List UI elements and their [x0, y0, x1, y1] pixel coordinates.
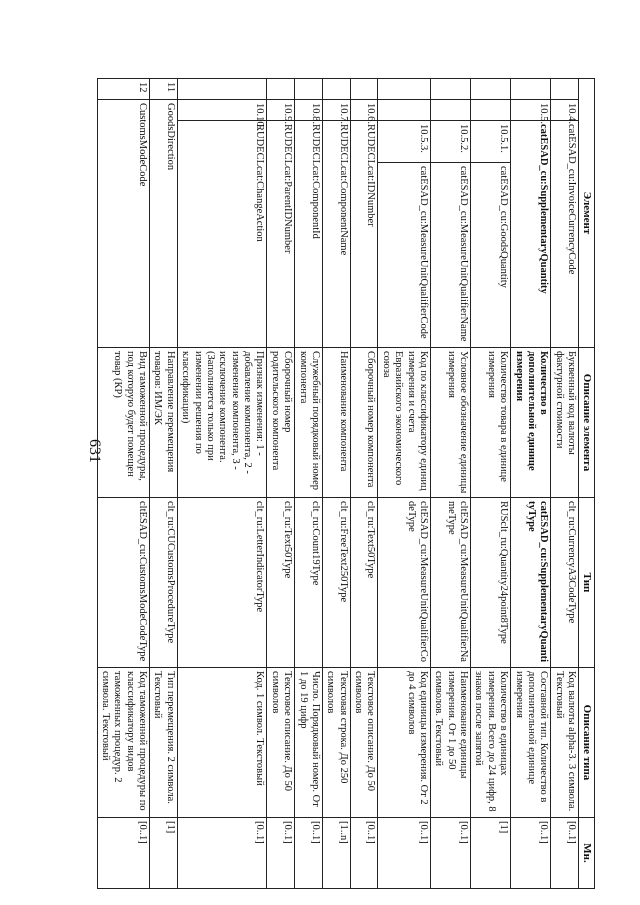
header-type-description: Описание типа — [579, 668, 595, 818]
element-description: Служебный порядковый номер компонента — [295, 348, 323, 498]
element-description: Условное обозначение единицы измерения — [430, 348, 470, 498]
multiplicity: [0..1] — [430, 818, 470, 889]
table-row — [350, 79, 378, 889]
element-name: RUDECLcat:IDNumber — [350, 121, 378, 348]
indent-cell — [295, 79, 323, 100]
multiplicity: [0..1] — [378, 818, 431, 889]
element-description: Код по классификатору единиц измерения и счета Евразийского экономического союза — [378, 348, 431, 498]
indent-cell — [551, 79, 579, 100]
row-number: 10.4. — [551, 100, 579, 121]
multiplicity: [1..n] — [322, 818, 350, 889]
type-description: Код единицы измерения. От 2 до 4 символов — [378, 668, 431, 818]
element-type: cltESAD_cu:MeasureUnitQualifierCodeType — [378, 498, 431, 668]
multiplicity: [1] — [471, 818, 511, 889]
multiplicity: [0..1] — [267, 818, 295, 889]
table-row — [295, 79, 323, 889]
indent-cell — [511, 79, 551, 100]
element-description: Сборочный номер компонента — [350, 348, 378, 498]
table-row — [267, 79, 295, 889]
element-type: clt_ru:Count19Type — [295, 498, 323, 668]
element-name: RUDECLcat:ComponentName — [322, 121, 350, 348]
row-number: 10.9. — [267, 100, 295, 121]
table-row — [511, 79, 551, 889]
type-description: Код. 1 символ. Текстовый — [177, 668, 267, 818]
table-header-row — [579, 79, 595, 889]
element-type: cltESAD_cu:MeasureUnitQualifierNameType — [430, 498, 470, 668]
element-type: clt_ru:CurrencyA3CodeType — [551, 498, 579, 668]
indent-cell — [267, 79, 295, 100]
header-description: Описание элемента — [579, 348, 595, 498]
header-multiplicity: Мн. — [579, 818, 595, 889]
multiplicity: [0..1] — [295, 818, 323, 889]
multiplicity: [0..1] — [97, 818, 150, 889]
multiplicity: [0..1] — [551, 818, 579, 889]
indent-cell — [350, 79, 378, 100]
element-name: catESAD_cu:InvoiceCurrencyCode — [551, 121, 579, 348]
row-number: 10.5.3. — [378, 121, 431, 163]
element-name: RUDECLcat:ChangeAction — [177, 121, 267, 348]
multiplicity: [1] — [150, 818, 178, 889]
type-description: Код таможенной процедуры по классификатору видов таможенных процедур. 2 символа. Текстовый — [97, 668, 150, 818]
table-row — [430, 79, 470, 889]
element-description: Признак изменения: 1 - добавление компонента, 2 - изменение компонента, 3 - исключение компонента. (Заполняется только при изменении решения по классификации) — [177, 348, 267, 498]
table-row — [150, 79, 178, 889]
element-description: Сборочный номер родительского компонента — [267, 348, 295, 498]
type-description: Текстовое описание. До 50 символов — [267, 668, 295, 818]
element-name: GoodsDirection — [150, 100, 178, 348]
element-type: clt_ru:Text50Type — [350, 498, 378, 668]
element-description: Вид таможенной процедуры, под которую будет помещен товар (КР) — [97, 348, 150, 498]
row-number: 12 — [97, 79, 150, 100]
table-row — [551, 79, 579, 889]
indent-cell — [471, 79, 511, 100]
page-number: 631 — [86, 439, 103, 463]
type-description: Тип перемещения. 2 символа. Текстовый — [150, 668, 178, 818]
type-description: Текстовое описание. До 50 символов — [350, 668, 378, 818]
indent-cell — [322, 79, 350, 100]
element-description: Количество в дополнительной единице измерения — [511, 348, 551, 498]
element-type: clt_ru:LetterIndicatorType — [177, 498, 267, 668]
indent-cell — [471, 100, 511, 121]
indent-cell — [177, 79, 267, 100]
element-type: clt_ru:Text50Type — [267, 498, 295, 668]
element-name: RUDECLcat:ParentIDNumber — [267, 121, 295, 348]
element-type: catESAD_cu:SupplementaryQuantityType — [511, 498, 551, 668]
indent-cell — [378, 79, 431, 100]
element-description: Наименование компонента — [322, 348, 350, 498]
element-type: cltESAD_cu:CustomsModeCodeType — [97, 498, 150, 668]
row-number: 10.8. — [295, 100, 323, 121]
table-row — [97, 79, 150, 889]
header-element: Элемент — [579, 79, 595, 348]
multiplicity: [0..1] — [177, 818, 267, 889]
type-description: Наименование единицы измерения. От 1 до 50 символов. Текстовый — [430, 668, 470, 818]
element-name: catESAD_cu:MeasureUnitQualifierName — [430, 163, 470, 348]
row-number: 10.5. — [511, 100, 551, 121]
rotated-table-area — [45, 78, 595, 888]
element-description: Количество товара в единице измерения — [471, 348, 511, 498]
multiplicity: [0..1] — [350, 818, 378, 889]
row-number: 10.7. — [322, 100, 350, 121]
element-description: Направление перемещения товаров: ИМ/ЭК — [150, 348, 178, 498]
indent-cell — [430, 79, 470, 100]
type-description: Код валюты alpha-3. 3 символа. Текстовый — [551, 668, 579, 818]
element-type: RUSclt_ru:Quantity24point8Type — [471, 498, 511, 668]
table-row — [322, 79, 350, 889]
element-description: Буквенный код валюты фактурной стоимости — [551, 348, 579, 498]
element-name: RUDECLcat:ComponentId — [295, 121, 323, 348]
row-number: 10.5.2. — [430, 121, 470, 163]
row-number: 11 — [150, 79, 178, 100]
element-name: catESAD_cu:GoodsQuantity — [471, 163, 511, 348]
row-number: 10.6. — [350, 100, 378, 121]
schema-table — [97, 78, 595, 889]
type-description: Текстовая строка. До 250 символов — [322, 668, 350, 818]
type-description: Количество в единицах измерения. Всего до 24 цифр, 8 знаков после запятой — [471, 668, 511, 818]
row-number: 10.5.1. — [471, 121, 511, 163]
table-row — [471, 79, 511, 889]
indent-cell — [430, 100, 470, 121]
indent-cell — [378, 100, 431, 121]
element-name: catESAD_cu:MeasureUnitQualifierCode — [378, 163, 431, 348]
element-name: catESAD_cu:SupplementaryQuantity — [511, 121, 551, 348]
element-type: clt_ru:CUCustomsProcedureType — [150, 498, 178, 668]
table-row — [177, 79, 267, 889]
table-row — [378, 79, 431, 889]
header-type: Тип — [579, 498, 595, 668]
type-description: Число. Порядковый номер. От 1 до 19 цифр — [295, 668, 323, 818]
type-description: Составной тип. Количество в дополнительной единице измерения — [511, 668, 551, 818]
row-number: 10.10. — [177, 100, 267, 121]
multiplicity: [0..1] — [511, 818, 551, 889]
element-name: CustomsModeCode — [97, 100, 150, 348]
element-type: clt_ru:FreeText250Type — [322, 498, 350, 668]
